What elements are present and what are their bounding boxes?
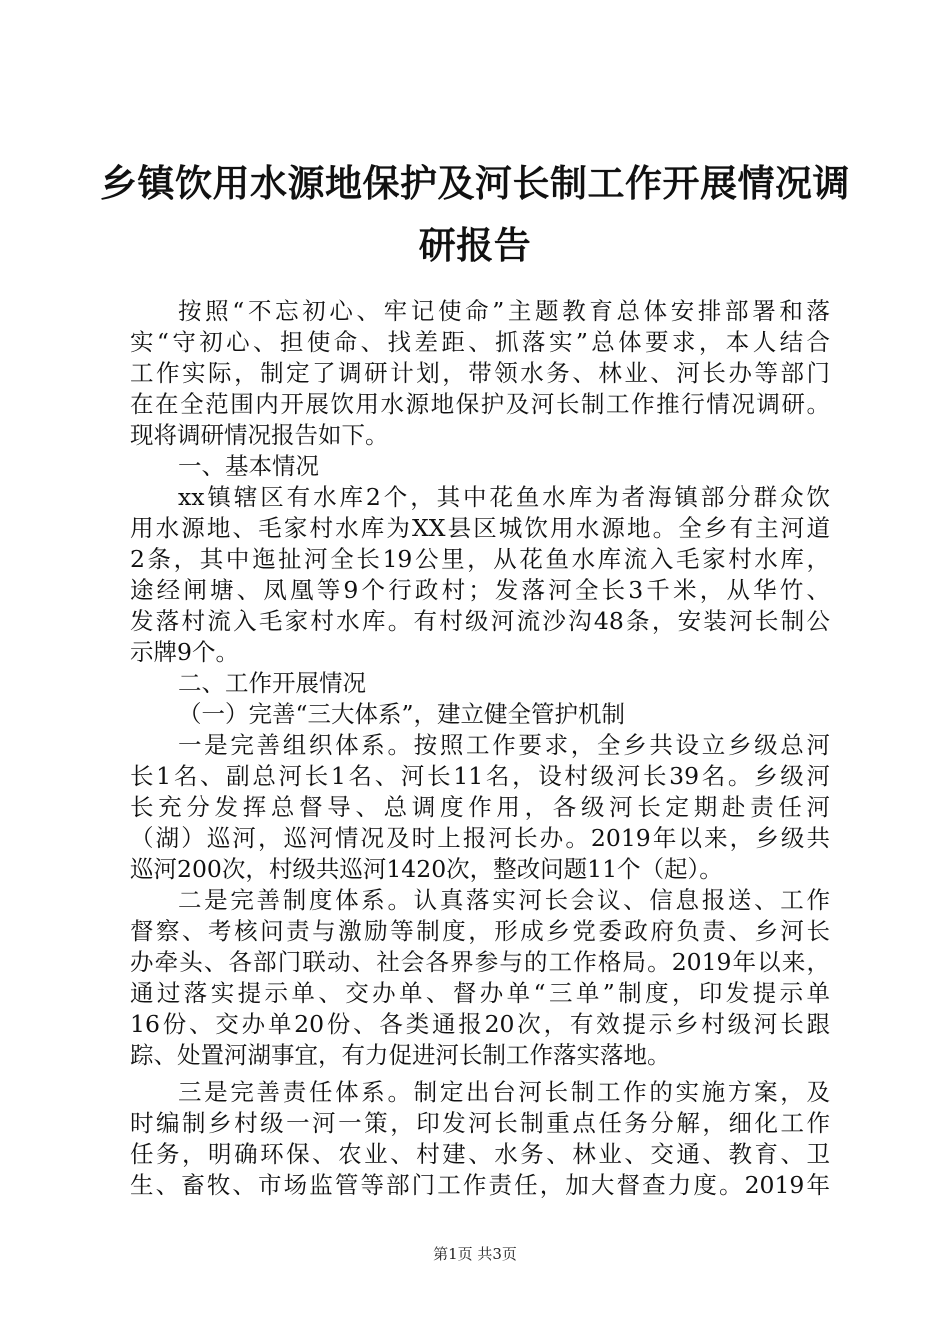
paragraph-line: 任务，明确环保、农业、村建、水务、林业、交通、教育、卫 [130, 1140, 830, 1168]
paragraph-line: 督察、考核问责与激励等制度，形成乡党委政府负责、乡河长 [130, 917, 830, 945]
subsection-heading: （一）完善“三大体系”，建立健全管护机制 [178, 700, 626, 728]
paragraph-line: （湖）巡河，巡河情况及时上报河长办。2019年以来，乡级共 [130, 824, 830, 852]
paragraph-line: 办牵头、各部门联动、社会各界参与的工作格局。2019年以来， [130, 948, 830, 976]
paragraph-line: 在在全范围内开展饮用水源地保护及河长制工作推行情况调研。 [130, 390, 830, 418]
paragraph-line: 用水源地、毛家村水库为XX县区城饮用水源地。全乡有主河道 [130, 514, 830, 542]
paragraph-line: 发落村流入毛家村水库。有村级河流沙沟48条，安装河长制公 [130, 607, 830, 635]
paragraph-line: 长充分发挥总督导、总调度作用，各级河长定期赴责任河 [130, 793, 830, 821]
paragraph-line: 2条，其中迤扯河全长19公里，从花鱼水库流入毛家村水库， [130, 545, 830, 573]
paragraph-line: 实“守初心、担使命、找差距、抓落实”总体要求，本人结合 [130, 328, 830, 356]
document-title-line-1: 乡镇饮用水源地保护及河长制工作开展情况调 [100, 162, 850, 205]
paragraph-line: 二是完善制度体系。认真落实河长会议、信息报送、工作 [178, 886, 830, 914]
paragraph-line: 时编制乡村级一河一策，印发河长制重点任务分解，细化工作 [130, 1109, 830, 1137]
page-footer: 第1页 共3页 [433, 1245, 517, 1263]
section-heading: 一、基本情况 [178, 452, 319, 480]
paragraph-line: 巡河200次，村级共巡河1420次，整改问题11个（起）。 [130, 855, 723, 883]
section-heading: 二、工作开展情况 [178, 669, 366, 697]
document-title-line-2: 研报告 [418, 224, 532, 267]
document-body [130, 296, 830, 1201]
paragraph-line: 示牌9个。 [130, 638, 239, 666]
paragraph-line: xx镇辖区有水库2个，其中花鱼水库为者海镇部分群众饮 [178, 483, 830, 511]
paragraph-line: 三是完善责任体系。制定出台河长制工作的实施方案，及 [178, 1078, 830, 1106]
paragraph-line: 一是完善组织体系。按照工作要求，全乡共设立乡级总河 [178, 731, 830, 759]
paragraph-line: 通过落实提示单、交办单、督办单“三单”制度，印发提示单 [130, 979, 830, 1007]
paragraph-line: 长1名、副总河长1名、河长11名，设村级河长39名。乡级河 [130, 762, 830, 790]
paragraph-line: 途经闸塘、凤凰等9个行政村；发落河全长3千米，从华竹、 [130, 576, 830, 604]
paragraph-line: 按照“不忘初心、牢记使命”主题教育总体安排部署和落 [178, 297, 830, 325]
paragraph-line: 踪、处置河湖事宜，有力促进河长制工作落实落地。 [130, 1041, 671, 1069]
paragraph-line: 现将调研情况报告如下。 [130, 421, 389, 449]
paragraph-line: 16份、交办单20份、各类通报20次，有效提示乡村级河长跟 [130, 1010, 830, 1038]
paragraph-line: 工作实际，制定了调研计划，带领水务、林业、河长办等部门 [130, 359, 830, 387]
paragraph-line: 生、畜牧、市场监管等部门工作责任，加大督查力度。2019年 [130, 1171, 830, 1199]
